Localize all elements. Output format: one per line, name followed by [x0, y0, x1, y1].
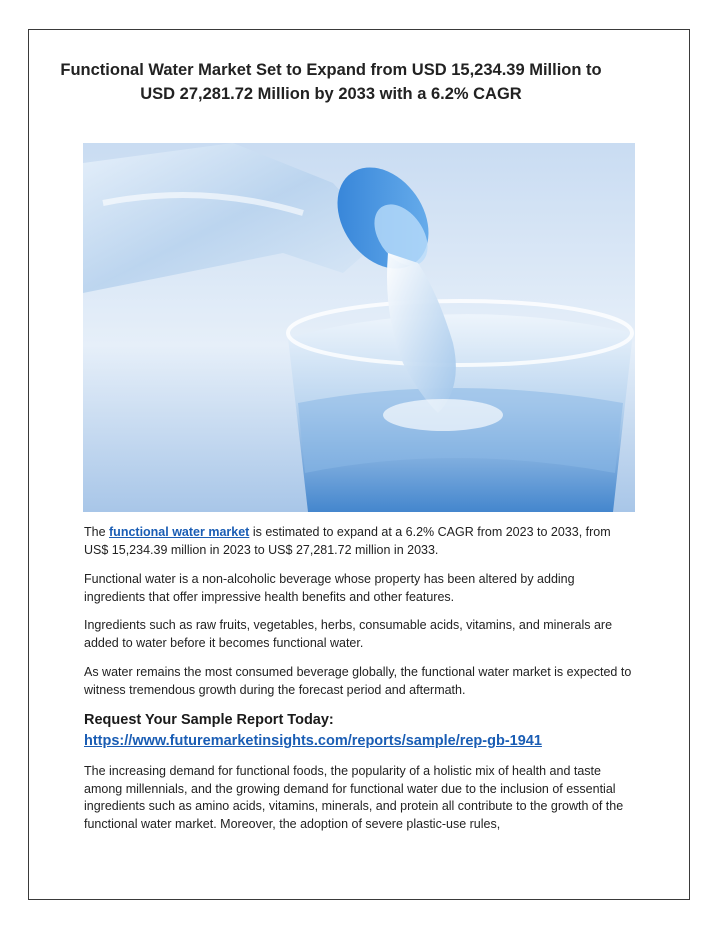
definition-paragraph: Functional water is a non-alcoholic beverage whose property has been altered by adding ingredients that offer impressive health benefits and other features. — [84, 572, 575, 604]
hero-image — [83, 143, 635, 512]
sample-report-link[interactable]: https://www.futuremarketinsights.com/reports/sample/rep-gb-1941 — [84, 733, 542, 749]
growth-paragraph: As water remains the most consumed beverage globally, the functional water market is expected to witness tremendous growth during the forecast period and aftermath. — [84, 665, 632, 697]
request-title: Request Your Sample Report Today: — [84, 712, 334, 728]
ingredients-paragraph: Ingredients such as raw fruits, vegetables, herbs, consumable acids, vitamins, and minerals are added to water before it becomes functional water. — [84, 618, 613, 650]
intro-text-start: The — [84, 525, 110, 539]
functional-water-market-link[interactable]: functional water market — [109, 525, 250, 539]
water-pouring-icon — [83, 143, 635, 512]
intro-text-end: is estimated to expand at a 6.2% CAGR from 2023 to 2033, from US$ 15,234.39 million in 2023 to US$ 27,281.72 million in 2033. — [84, 525, 611, 557]
page-title: Functional Water Market Set to Expand from USD 15,234.39 Million to USD 27,281.72 Million by 2033 with a 6.2% CAGR — [60, 61, 602, 103]
drivers-paragraph: The increasing demand for functional foods, the popularity of a holistic mix of health and taste among millennials, and the growing demand for functional water due to the inclusion of essential ingredients such as amino acids, vitamins, minerals, and protein all contribute to the growth of the functional water market. Moreover, the adoption of severe plastic-use rules, — [84, 764, 624, 831]
intro-paragraph — [84, 524, 636, 559]
